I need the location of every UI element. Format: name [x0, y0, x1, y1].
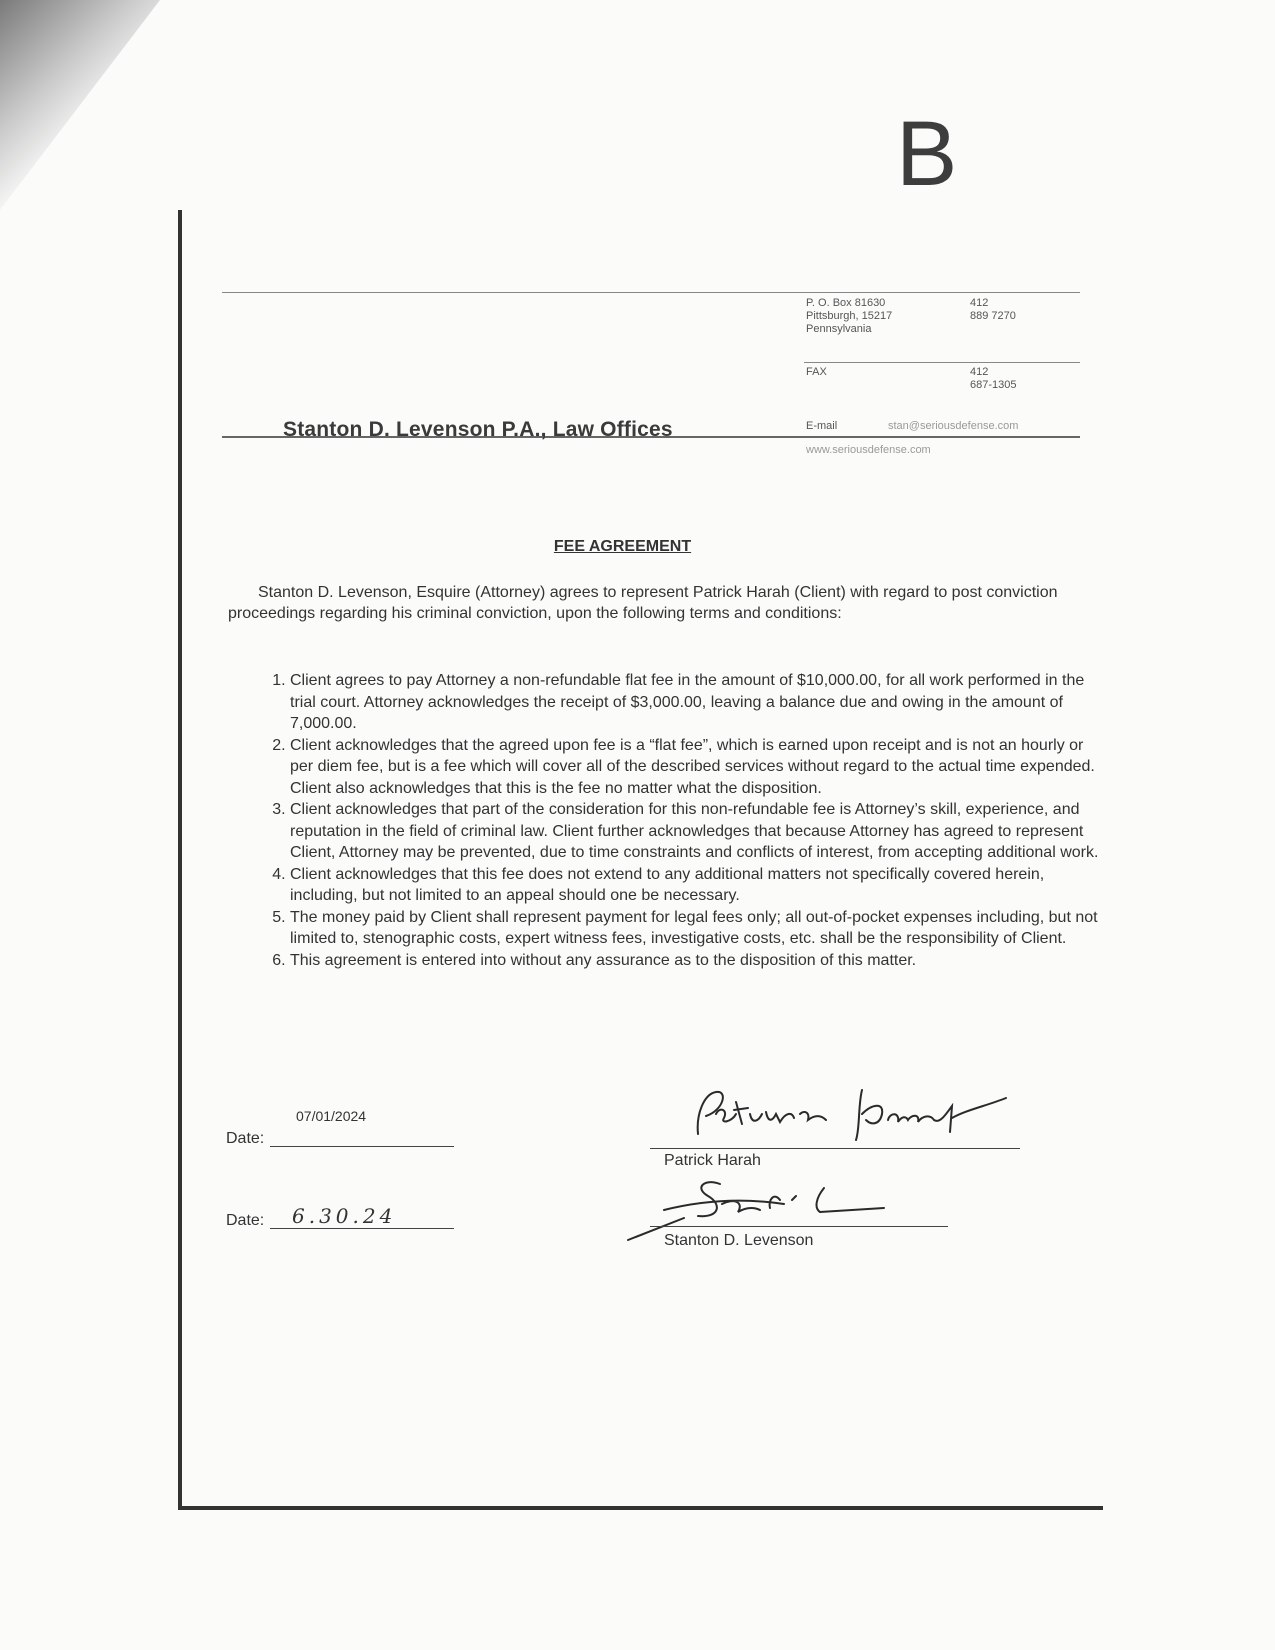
page-frame-bottom — [178, 1506, 1103, 1510]
phone-line: 412 — [970, 297, 989, 309]
fax-label: FAX — [806, 366, 827, 378]
letterhead-top-rule — [222, 292, 1080, 293]
attorney-date-value: 6.30.24 — [292, 1204, 397, 1228]
address-block — [806, 297, 892, 336]
term-item: 5. The money paid by Client shall represent payment for legal fees only; all out-of-pocket expenses including, but not limited to, stenographic costs, expert witness fees, investigative costs, etc. shall be the responsibility of Client. — [290, 907, 1102, 950]
term-item: 3. Client acknowledges that part of the consideration for this non-refundable fee is Attorney’s skill, experience, and reputation in the field of criminal law. Client further acknowledges that because Attorney has agreed to represent Client, Attorney may be prevented, due to time constraints and conflicts of interest, from accepting additional work. — [290, 799, 1102, 864]
page-frame-left — [178, 210, 182, 1510]
exhibit-letter: B — [896, 103, 958, 205]
attorney-signature-line — [650, 1226, 948, 1227]
client-date-line — [270, 1146, 454, 1147]
attorney-date-line — [270, 1228, 454, 1229]
term-item: 6. This agreement is entered into without any assurance as to the disposition of this matter. — [290, 950, 1102, 972]
phone-line: 889 7270 — [970, 310, 1016, 322]
fax-block — [970, 366, 1017, 392]
email-address: stan@seriousdefense.com — [888, 420, 1019, 432]
intro-paragraph: Stanton D. Levenson, Esquire (Attorney) agrees to represent Patrick Harah (Client) with regard to post conviction proceedings regarding his criminal conviction, upon the following terms and conditions: — [228, 584, 1058, 622]
document-title: FEE AGREEMENT — [553, 538, 692, 555]
terms-list — [258, 670, 1102, 971]
address-line: Pennsylvania — [806, 323, 872, 335]
client-signature-line — [650, 1148, 1020, 1149]
firm-name: Stanton D. Levenson P.A., Law Offices — [283, 418, 673, 441]
website: www.seriousdefense.com — [806, 444, 931, 456]
client-date-label: Date: — [226, 1130, 265, 1147]
phone-block — [970, 297, 1016, 323]
address-line: P. O. Box 81630 — [806, 297, 886, 309]
fax-line: 687-1305 — [970, 379, 1017, 391]
client-date-value: 07/01/2024 — [296, 1108, 367, 1124]
letterhead-fax-rule — [804, 362, 1080, 363]
client-signature — [676, 1084, 1056, 1154]
fax-line: 412 — [970, 366, 989, 378]
term-item: 4. Client acknowledges that this fee does not extend to any additional matters not specifically covered herein, including, but not limited to an appeal should one be necessary. — [290, 864, 1102, 907]
address-line: Pittsburgh, 15217 — [806, 310, 893, 322]
term-item: 2. Client acknowledges that the agreed upon fee is a “flat fee”, which is earned upon receipt and is not an hourly or per diem fee, but is a fee which will cover all of the described services without regard to the actual time expended. Client also acknowledges that this is the fee no matter what the disposition. — [290, 735, 1102, 800]
email-label: E-mail — [806, 420, 838, 432]
attorney-date-label: Date: — [226, 1212, 265, 1229]
scan-shadow — [0, 0, 160, 210]
term-item: 1. Client agrees to pay Attorney a non-refundable flat fee in the amount of $10,000.00, for all work performed in the trial court. Attorney acknowledges the receipt of $3,000.00, leaving a balance due and owing in the amount of 7,000.00. — [290, 670, 1102, 735]
client-name: Patrick Harah — [664, 1152, 761, 1169]
attorney-name: Stanton D. Levenson — [664, 1232, 814, 1249]
